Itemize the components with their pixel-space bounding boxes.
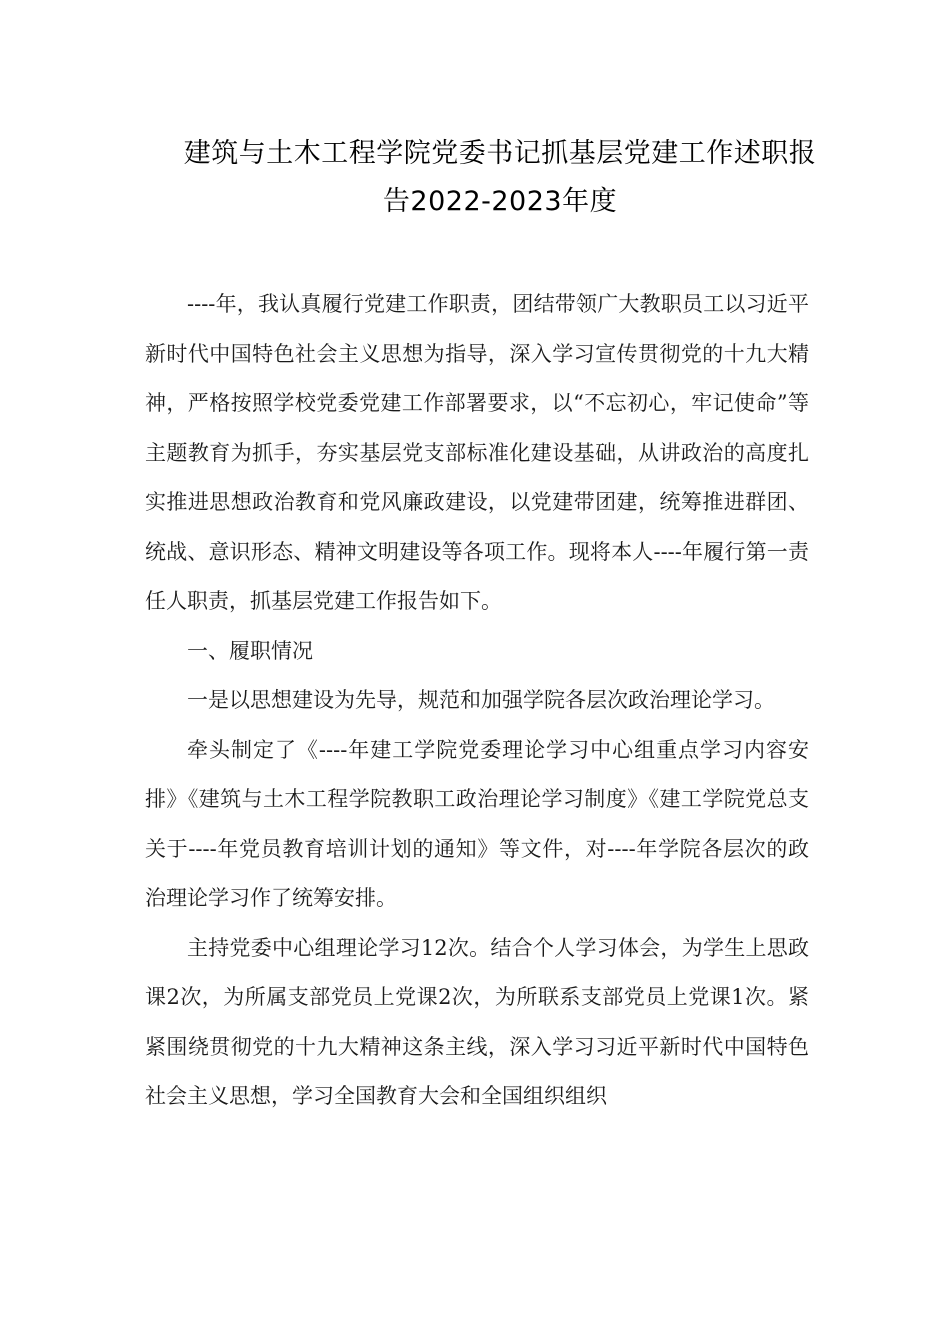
document-body <box>145 280 809 1122</box>
document-title-line-2: 告2022-2023年度 <box>382 186 618 217</box>
body-paragraph-study-sessions: 主持党委中心组理论学习12次。结合个人学习体会，为学生上思政课2次，为所属支部党员上党课2次，为所联系支部党员上党课1次。紧紧围绕贯彻党的十九大精神这条主线，深入学习习近平新时代中国特色社会主义思想，学习全国教育大会和全国组织组织 <box>145 935 809 1108</box>
subsection-heading-ideology: 一是以思想建设为先导，规范和加强学院各层次政治理论学习。 <box>187 688 775 712</box>
body-paragraph-documents: 牵头制定了《----年建工学院党委理论学习中心组重点学习内容安排》《建筑与土木工程学院教职工政治理论学习制度》《建工学院党总支关于----年党员教育培训计划的通知》等文件，对----年学院各层次的政治理论学习作了统筹安排。 <box>145 737 809 910</box>
document-title-line-1: 建筑与土木工程学院党委书记抓基层党建工作述职报 <box>183 138 817 169</box>
section-heading-performance: 一、履职情况 <box>187 638 313 663</box>
intro-paragraph: ----年，我认真履行党建工作职责，团结带领广大教职员工以习近平新时代中国特色社会主义思想为指导，深入学习宣传贯彻党的十九大精神，严格按照学校党委党建工作部署要求，以“不忘初心，牢记使命”等主题教育为抓手，夯实基层党支部标准化建设基础，从讲政治的高度扎实推进思想政治教育和党风廉政建设，以党建带团建，统筹推进群团、统战、意识形态、精神文明建设等各项工作。现将本人----年履行第一责任人职责，抓基层党建工作报告如下。 <box>145 292 809 613</box>
